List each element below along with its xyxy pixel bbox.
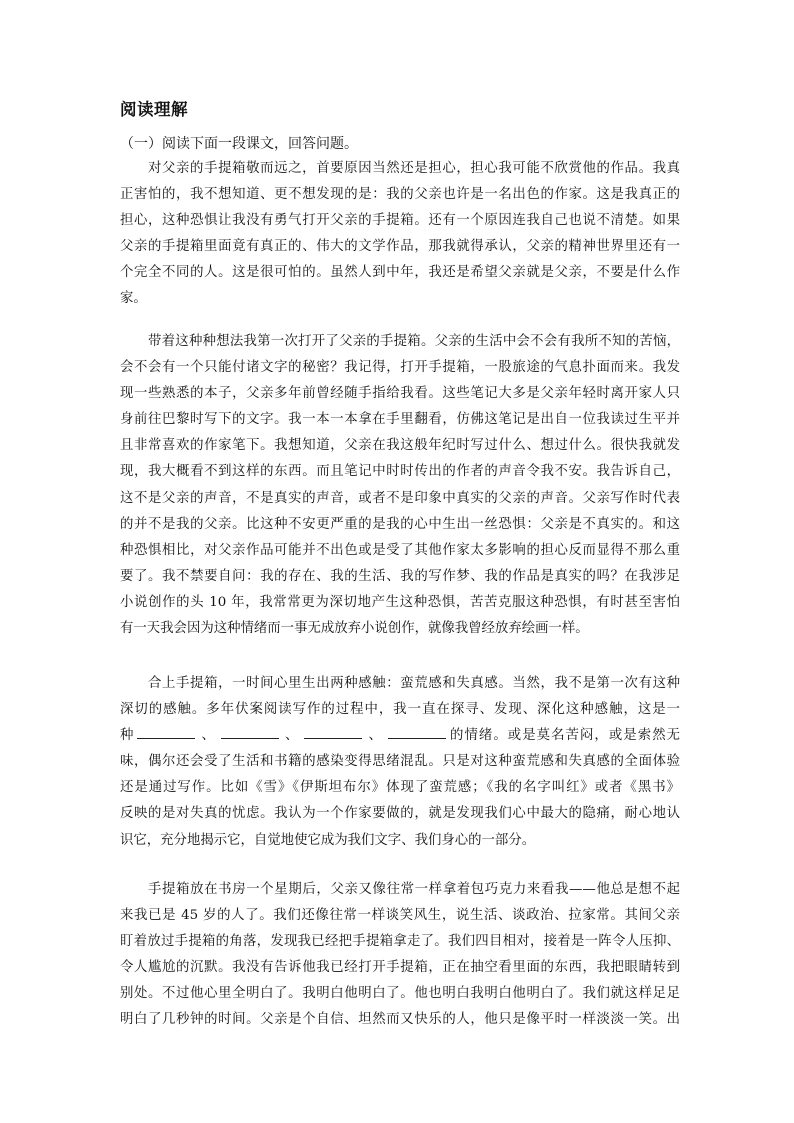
fill-in-line bbox=[120, 723, 680, 749]
paragraph-line: 还是通过写作。比如《雪》《伊斯坦布尔》体现了蛮荒感；《我的名字叫红》或者《黑书》 bbox=[120, 780, 680, 796]
paragraph-3 bbox=[120, 671, 680, 854]
paragraph-2 bbox=[120, 329, 680, 642]
paragraph-line: 别处。不过他心里全明白了。我明白他明白了。他也明白我明白他明白了。我们就这样足足 bbox=[120, 986, 680, 1002]
blank-separator: 、 bbox=[367, 728, 383, 744]
paragraph-line: 味，偶尔还会受了生活和书籍的感染变得思绪混乱。只是对这种蛮荒感和失真感的全面体验 bbox=[120, 754, 680, 770]
paragraph-line: 担心，这种恐惧让我没有勇气打开父亲的手提箱。还有一个原因连我自己也说不清楚。如果 bbox=[120, 213, 680, 229]
question-intro: （一）阅读下面一段课文，回答问题。 bbox=[120, 136, 358, 152]
line-start-text: 种 bbox=[120, 728, 135, 744]
paragraph-line: 小说创作的头 10 年，我常常更为深切地产生这种恐惧，苦苦克服这种恐惧，有时甚至害怕 bbox=[120, 594, 680, 610]
blank-separator: 、 bbox=[283, 728, 300, 744]
section-title: 阅读理解 bbox=[120, 100, 188, 119]
paragraph-line: 父亲的手提箱里面竟有真正的、伟大的文学作品，那我就得承认，父亲的精神世界里还有一 bbox=[120, 239, 680, 255]
paragraph-line: 且非常喜欢的作家笔下。我想知道，父亲在我这般年纪时写过什么、想过什么。很快我就发 bbox=[120, 438, 680, 454]
paragraph-line: 种恐惧相比，对父亲作品可能并不出色或是受了其他作家太多影响的担心反而显得不那么重 bbox=[120, 542, 680, 558]
paragraph-line: 带着这种种想法我第一次打开了父亲的手提箱。父亲的生活中会不会有我所不知的苦恼， bbox=[148, 334, 680, 349]
paragraph-line: 个完全不同的人。这是很可怕的。虽然人到中年，我还是希望父亲就是父亲，不要是什么作 bbox=[120, 265, 680, 281]
paragraph-line: 合上手提箱，一时间心里生出两种感触：蛮荒感和失真感。当然，我不是第一次有这种 bbox=[148, 676, 680, 691]
paragraph-line: 识它，充分地揭示它，自觉地使它成为我们文字、我们身心的一部分。 bbox=[120, 832, 536, 848]
paragraph-line: 这不是父亲的声音，不是真实的声音，或者不是印象中真实的父亲的声音。父亲写作时代表 bbox=[120, 490, 680, 506]
paragraph-line: 手提箱放在书房一个星期后，父亲又像往常一样拿着包巧克力来看我——他总是想不起 bbox=[148, 882, 680, 897]
paragraph-line: 身前往巴黎时写下的文字。我一本一本拿在手里翻看，仿佛这笔记是出自一位我读过生平并 bbox=[120, 412, 680, 428]
paragraph-line: 家。 bbox=[120, 291, 147, 307]
paragraph-line: 令人尴尬的沉默。我没有告诉他我已经打开手提箱，正在抽空看里面的东西，我把眼睛转到 bbox=[120, 960, 680, 976]
paragraph-line: 会不会有一个只能付诸文字的秘密？我记得，打开手提箱，一股旅途的气息扑面而来。我发 bbox=[120, 360, 680, 376]
paragraph-line: 现，我大概看不到这样的东西。而且笔记中时时传出的作者的声音令我不安。我告诉自己， bbox=[120, 464, 680, 480]
paragraph-line: 对父亲的手提箱敬而远之，首要原因当然还是担心，担心我可能不欣赏他的作品。我真 bbox=[148, 161, 680, 176]
blank-separator: 、 bbox=[200, 728, 216, 744]
answer-blank-4[interactable] bbox=[388, 726, 446, 739]
answer-blank-3[interactable] bbox=[304, 726, 362, 739]
paragraph-4 bbox=[120, 877, 680, 1034]
paragraph-line: 现一些熟悉的本子，父亲多年前曾经随手指给我看。这些笔记大多是父亲年轻时离开家人只 bbox=[120, 386, 680, 402]
answer-blank-1[interactable] bbox=[137, 726, 195, 739]
paragraph-line: 深切的感触。多年伏案阅读写作的过程中，我一直在探寻、发现、深化这种感触，这是一 bbox=[120, 702, 680, 718]
line-end-text: 的情绪。或是莫名苦闷，或是索然无 bbox=[448, 728, 680, 744]
paragraph-line: 盯着放过手提箱的角落，发现我已经把手提箱拿走了。我们四目相对，接着是一阵令人压抑、 bbox=[120, 934, 680, 950]
paragraph-line: 的并不是我的父亲。比这种不安更严重的是我的心中生出一丝恐惧：父亲是不真实的。和这 bbox=[120, 516, 680, 532]
answer-blank-2[interactable] bbox=[221, 726, 279, 739]
paragraph-line: 反映的是对失真的忧虑。我认为一个作家要做的，就是发现我们心中最大的隐痛，耐心地认 bbox=[120, 806, 680, 822]
paragraph-1 bbox=[120, 156, 680, 313]
paragraph-line: 要了。我不禁要自问：我的存在、我的生活、我的写作梦、我的作品是真实的吗？在我涉足 bbox=[120, 568, 680, 584]
paragraph-line: 来我已是 45 岁的人了。我们还像往常一样谈笑风生，说生活、谈政治、拉家常。其间父亲 bbox=[120, 908, 680, 924]
paragraph-line: 正害怕的，我不想知道、更不想发现的是：我的父亲也许是一名出色的作家。这是我真正的 bbox=[120, 187, 680, 203]
paragraph-line: 有一天我会因为这种情绪而一事无成放弃小说创作，就像我曾经放弃绘画一样。 bbox=[120, 621, 589, 637]
paragraph-line: 明白了几秒钟的时间。父亲是个自信、坦然而又快乐的人，他只是像平时一样淡淡一笑。出 bbox=[120, 1012, 680, 1028]
